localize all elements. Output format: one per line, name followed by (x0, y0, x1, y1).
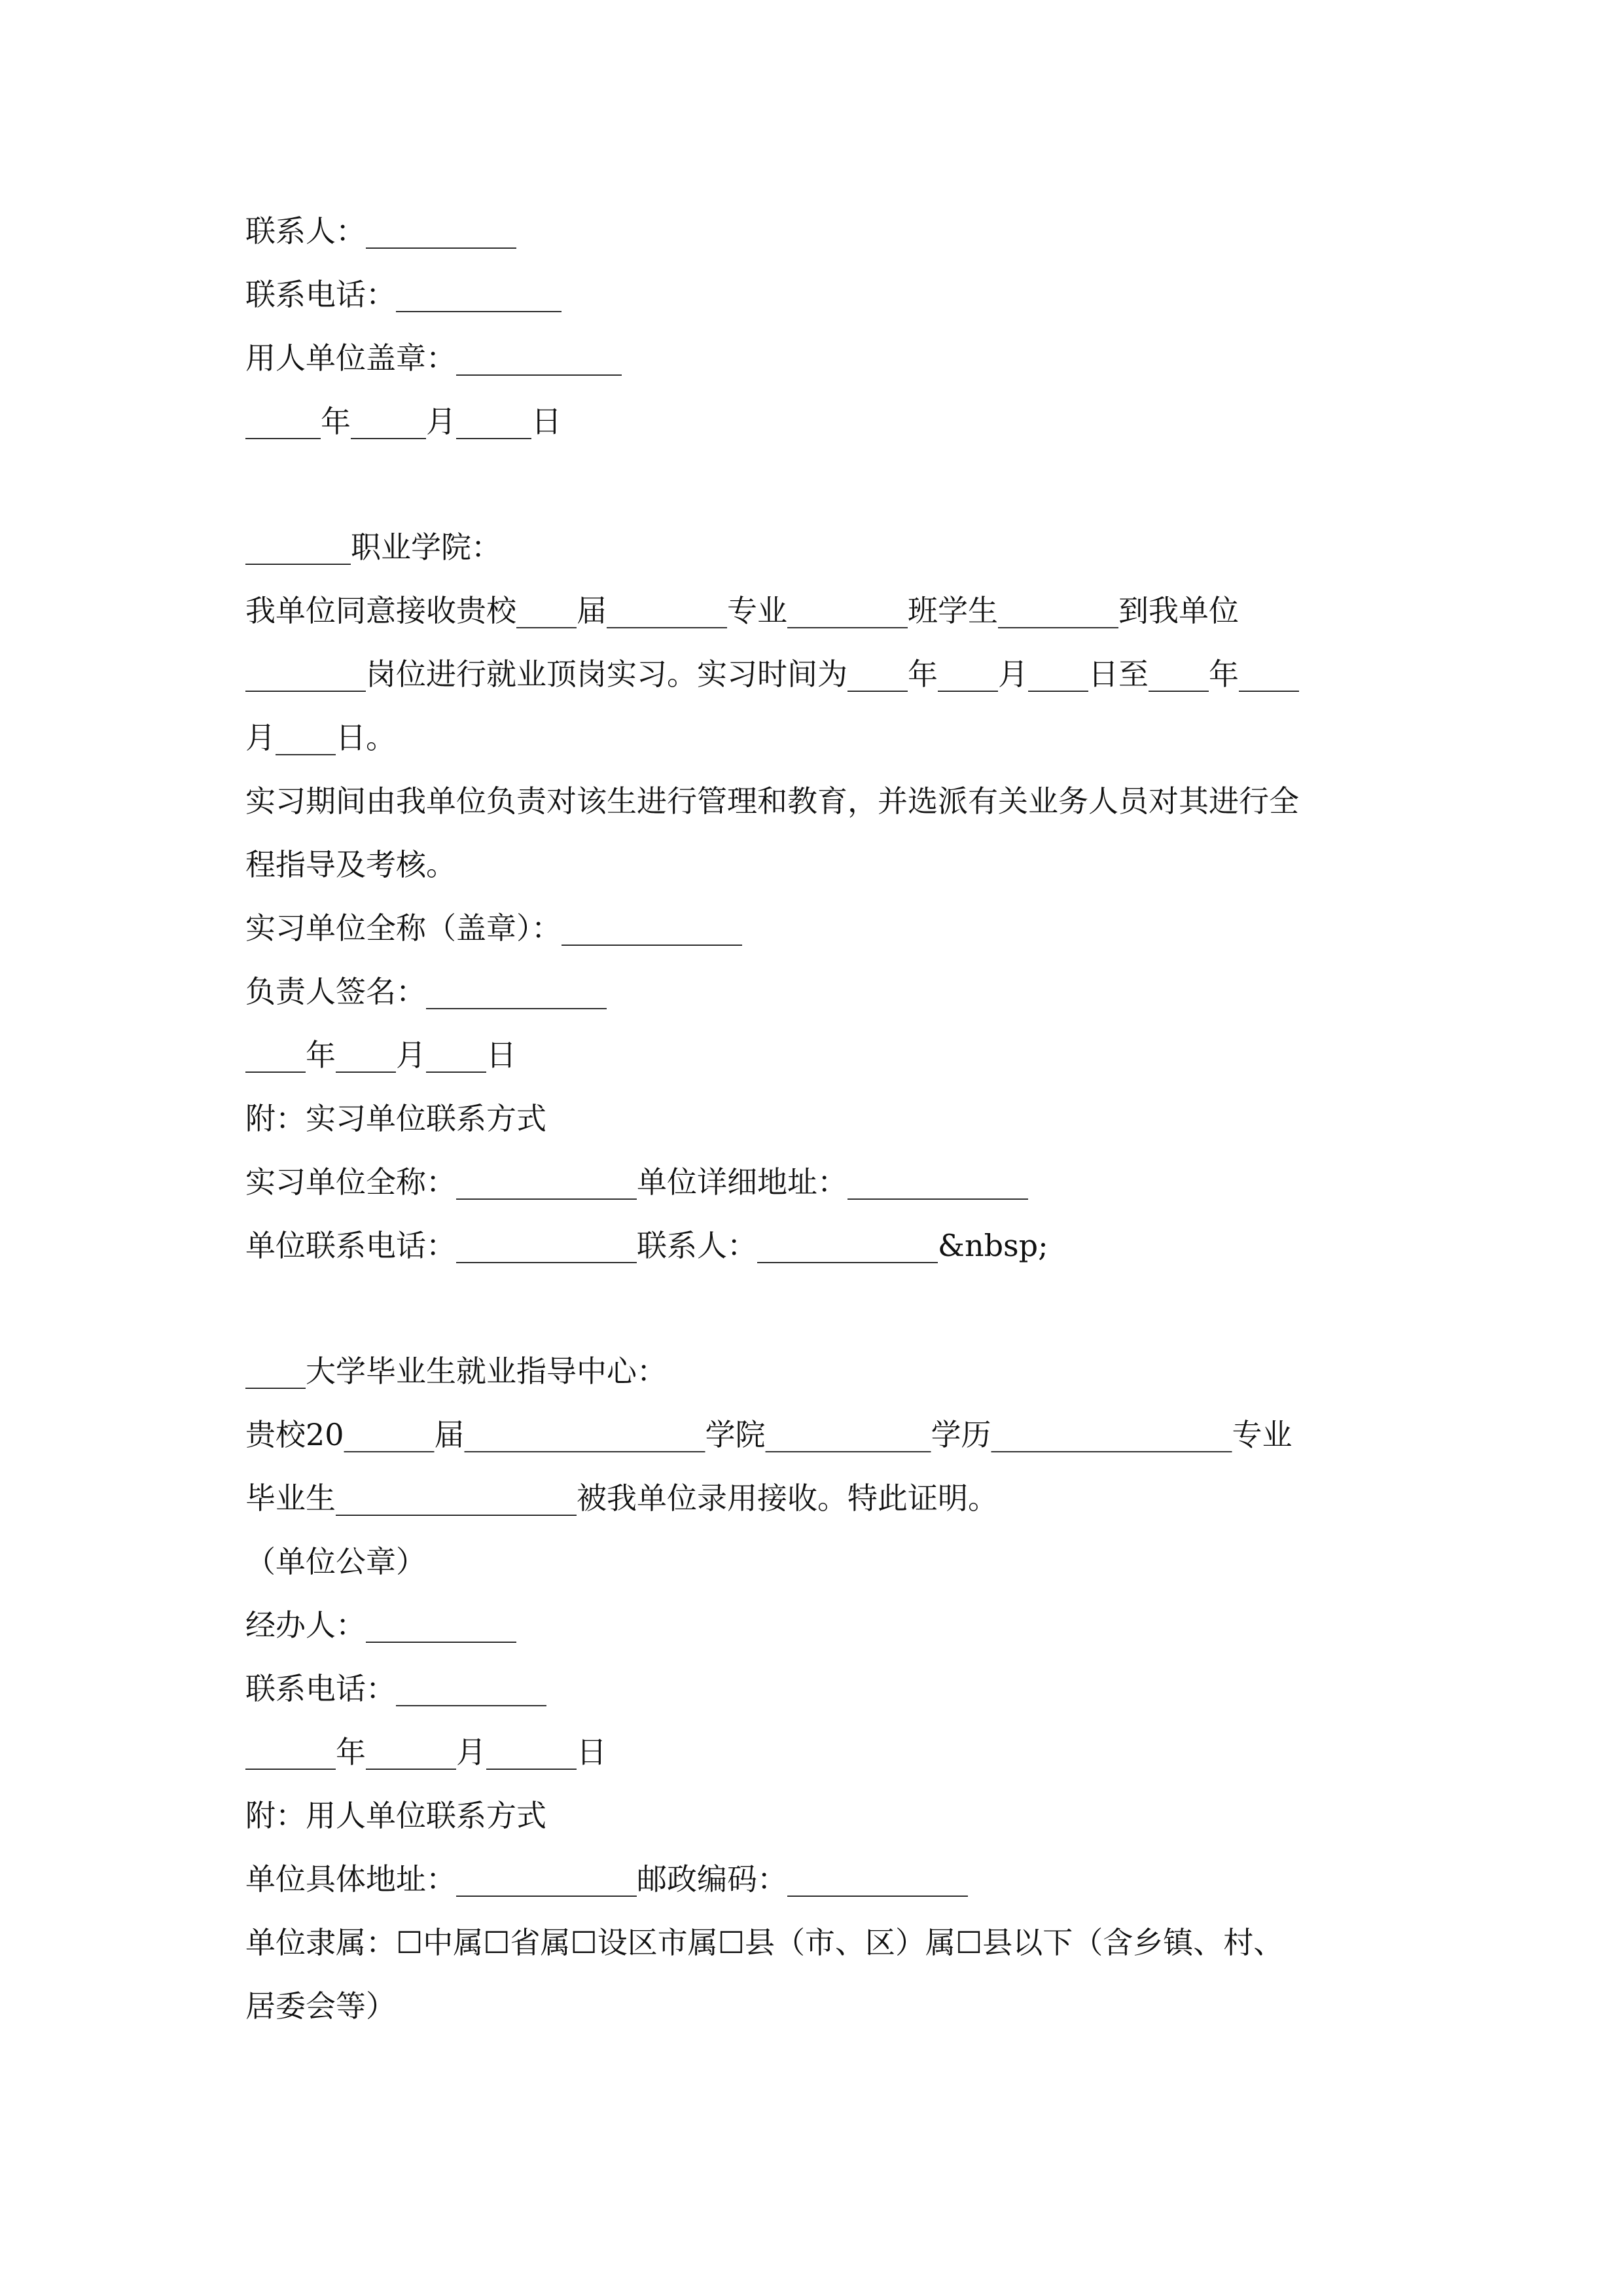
handler-line: 经办人：__________ (245, 1607, 516, 1643)
date-line: _____年_____月_____日 (245, 404, 562, 439)
unit-phone-contact-line: 单位联系电话：____________联系人：____________&nbsp; (245, 1228, 1048, 1263)
management-text-line: 实习期间由我单位负责对该生进行管理和教育，并选派有关业务人员对其进行全 (245, 783, 1299, 819)
date-line: ______年______月______日 (245, 1734, 607, 1770)
certificate-text-line: 贵校20______届________________学院___________学历________________专业 (245, 1417, 1293, 1452)
contact-phone-line: 联系电话：___________ (245, 277, 562, 312)
contact-phone-line: 联系电话：__________ (245, 1671, 546, 1706)
supervisor-signature-line: 负责人签名：____________ (245, 974, 607, 1009)
employer-seal-line: 用人单位盖章：___________ (245, 340, 622, 376)
address-postcode-line: 单位具体地址：____________邮政编码：____________ (245, 1861, 968, 1897)
unit-name-address-line: 实习单位全称：____________单位详细地址：____________ (245, 1164, 1028, 1200)
center-address-line: ____大学毕业生就业指导中心： (245, 1354, 667, 1389)
date-line: ____年____月____日 (245, 1037, 516, 1073)
management-text-line: 程指导及考核。 (245, 847, 456, 882)
certificate-text-line: 毕业生________________被我单位录用接收。特此证明。 (245, 1480, 998, 1516)
unit-affiliation-line: 居委会等） (245, 1988, 396, 2024)
college-address-line: _______职业学院： (245, 529, 501, 565)
acceptance-text-line: 我单位同意接收贵校____届________专业________班学生________到我单位 (245, 593, 1239, 628)
internship-unit-name-line: 实习单位全称（盖章）：____________ (245, 910, 742, 946)
official-seal-label: （单位公章） (245, 1544, 426, 1579)
contact-person-line: 联系人：__________ (245, 213, 516, 249)
appendix-heading: 附：用人单位联系方式 (245, 1798, 546, 1833)
acceptance-text-line: 月____日。 (245, 720, 396, 755)
unit-affiliation-line: 单位隶属：☐中属☐省属☐设区市属☐县（市、区）属☐县以下（含乡镇、村、 (245, 1925, 1284, 1960)
acceptance-text-line: ________岗位进行就业顶岗实习。实习时间为____年____月____日至____年____ (245, 656, 1299, 692)
appendix-heading: 附：实习单位联系方式 (245, 1101, 546, 1136)
